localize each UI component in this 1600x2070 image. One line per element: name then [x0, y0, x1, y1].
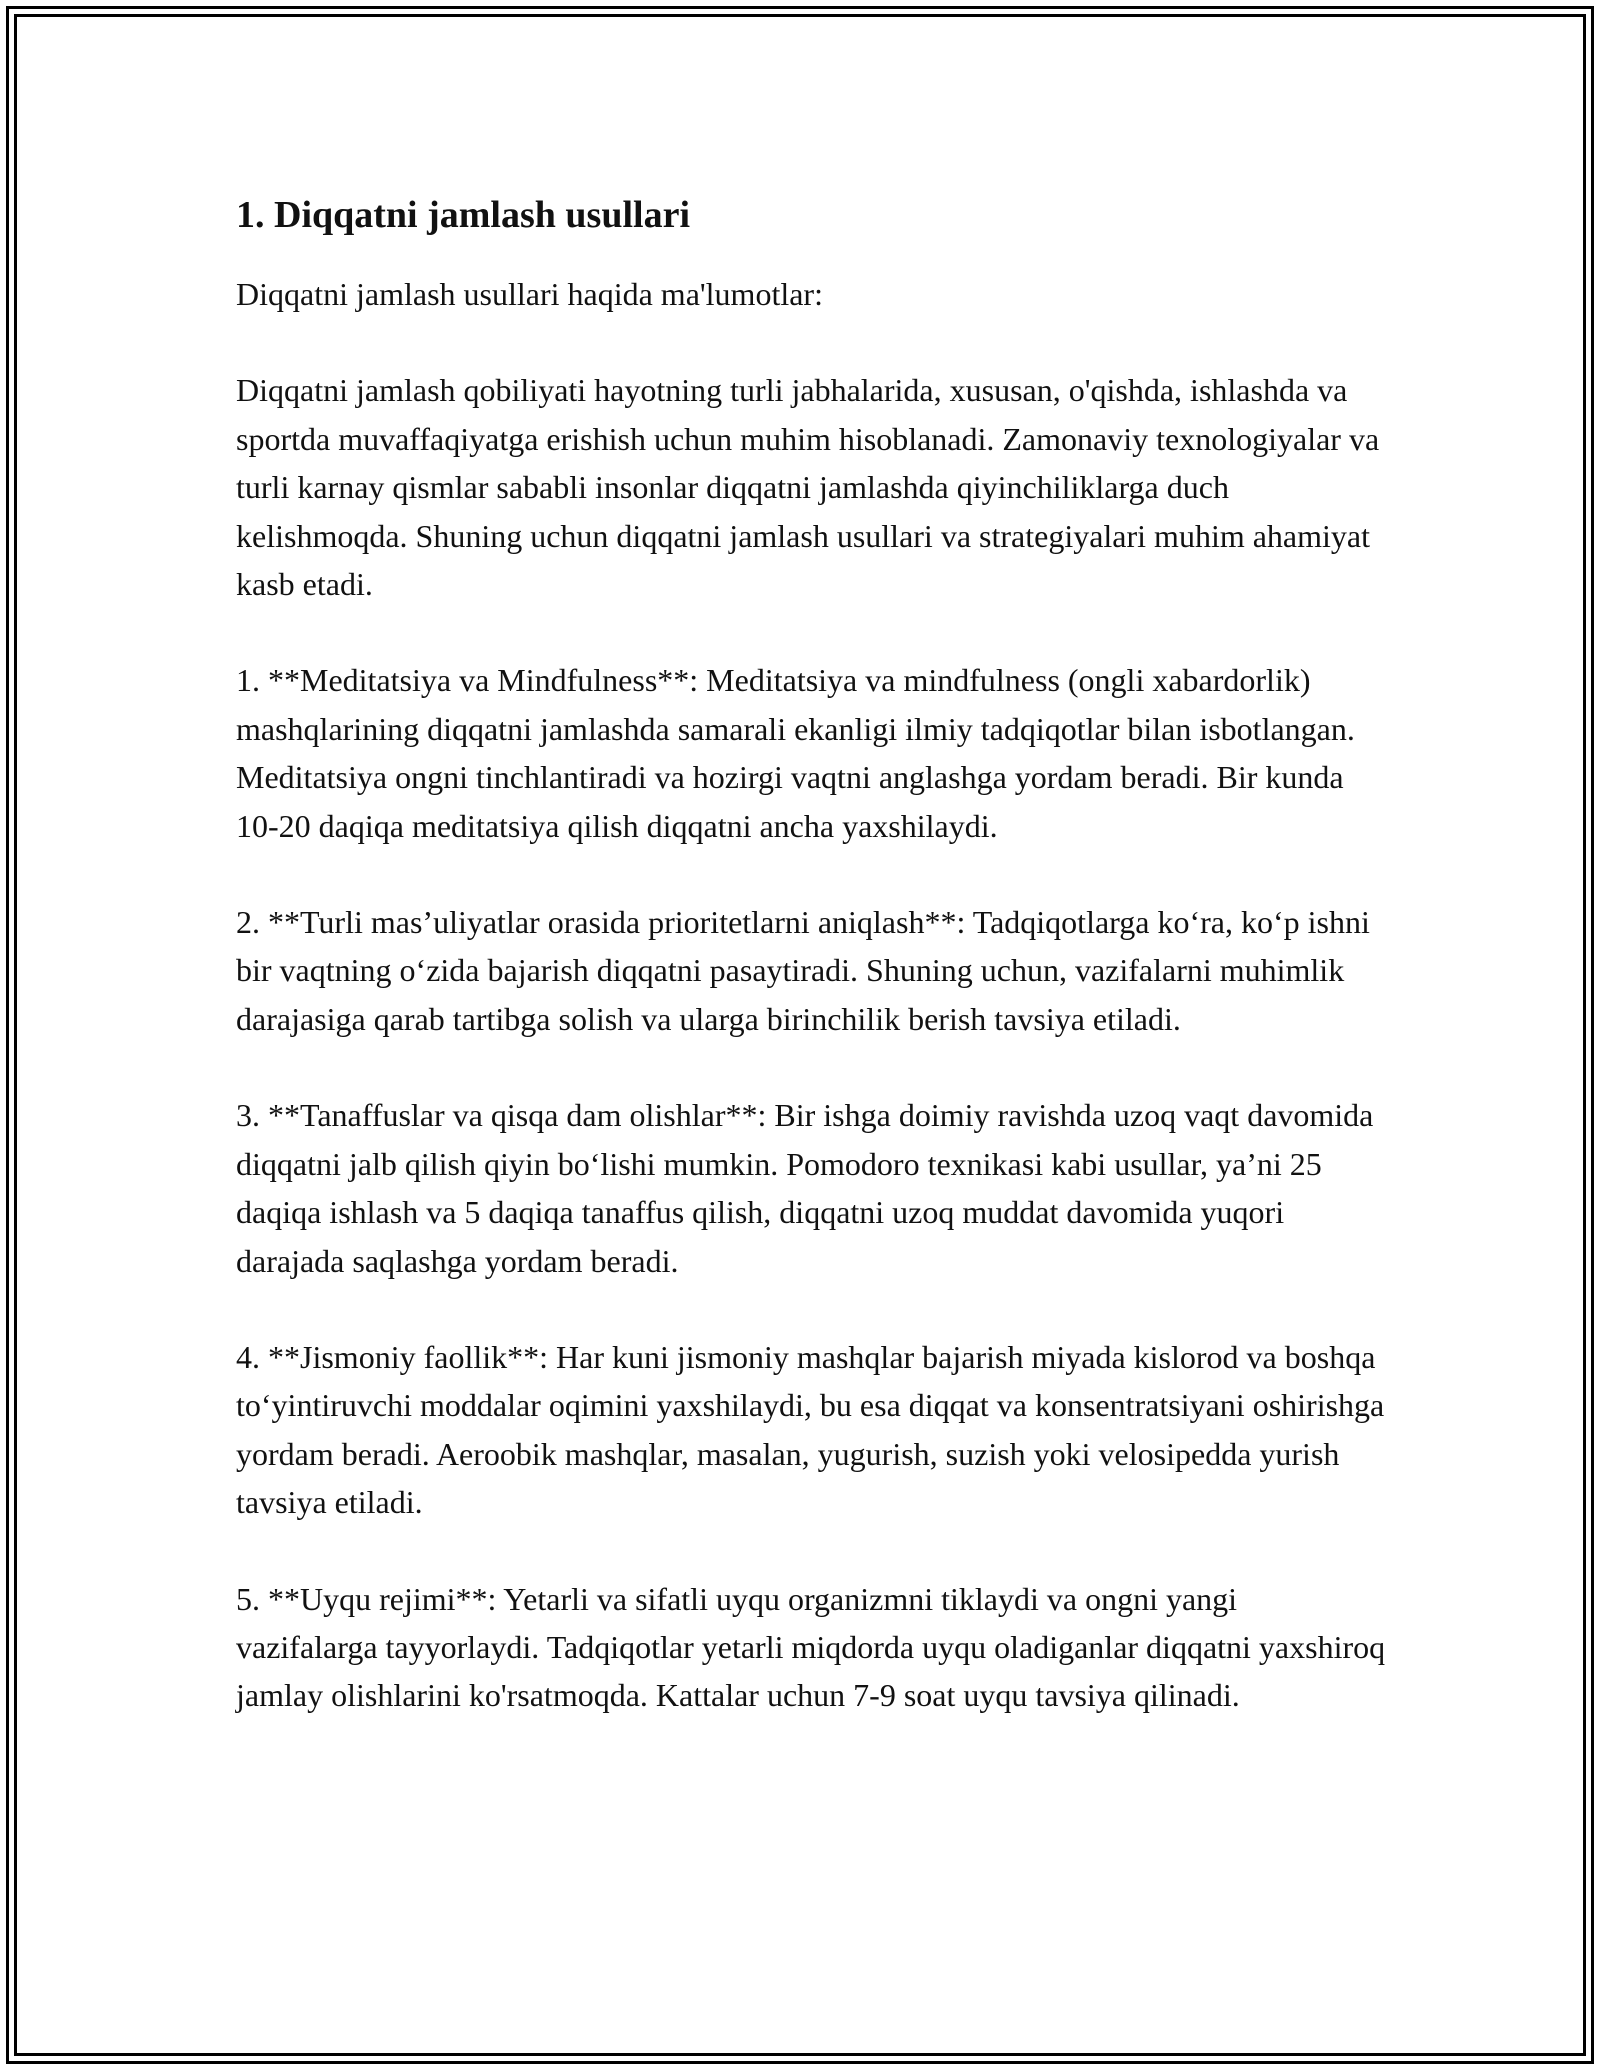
- method-sleep-paragraph: 5. **Uyqu rejimi**: Yetarli va sifatli uyqu organizmni tiklaydi va ongni yangi vazifalarga tayyorlaydi. Tadqiqotlar yetarli miqdorda uyqu oladiganlar diqqatni yaxshiroq jamlay olishlarini ko'rsatmoqda. Kattalar uchun 7-9 soat uyqu tavsiya qilinadi.: [236, 1580, 1386, 1714]
- method-meditation-paragraph: 1. **Meditatsiya va Mindfulness**: Meditatsiya va mindfulness (ongli xabardorlik) mashqlarining diqqatni jamlashda samarali ekanligi ilmiy tadqiqotlar bilan isbotlangan. Meditatsiya ongni tinchlantiradi va hozirgi vaqtni anglashga yordam beradi. Bir kunda 10-20 daqiqa meditatsiya qilish diqqatni ancha yaxshilaydi.: [236, 662, 1355, 844]
- overview-paragraph: Diqqatni jamlash qobiliyati hayotning turli jabhalarida, xususan, o'qishda, ishlashda va sportda muvaffaqiyatga erishish uchun muhim hisoblanadi. Zamonaviy texnologiyalar va turli karnay qismlar sababli insonlar diqqatni jamlashda qiyinchiliklarga duch kelishmoqda. Shuning uchun diqqatni jamlash usullari va strategiyalari muhim ahamiyat kasb etadi.: [236, 372, 1380, 603]
- method-exercise-paragraph: 4. **Jismoniy faollik**: Har kuni jismoniy mashqlar bajarish miyada kislorod va boshqa to‘yintiruvchi moddalar oqimini yaxshilaydi, bu esa diqqat va konsentratsiyani oshirishga yordam beradi. Aeroobik mashqlar, masalan, yugurish, suzish yoki velosipedda yurish tavsiya etiladi.: [236, 1338, 1385, 1521]
- intro-paragraph: Diqqatni jamlash usullari haqida ma'lumotlar:: [236, 276, 823, 312]
- document-body: [236, 186, 1386, 1768]
- method-breaks-paragraph: 3. **Tanaffuslar va qisqa dam olishlar**: Bir ishga doimiy ravishda uzoq vaqt davomida diqqatni jalb qilish qiyin bo‘lishi mumkin. Pomodoro texnikasi kabi usullar, ya’ni 25 daqiqa ishlash va 5 daqiqa tanaffus qilish, diqqatni uzoq muddat davomida yuqori darajada saqlashga yordam beradi.: [236, 1097, 1374, 1279]
- document-heading: 1. Diqqatni jamlash usullari: [236, 194, 690, 236]
- method-prioritization-paragraph: 2. **Turli mas’uliyatlar orasida prioritetlarni aniqlash**: Tadqiqotlarga ko‘ra, ko‘p ishni bir vaqtning o‘zida bajarish diqqatni pasaytiradi. Shuning uchun, vazifalarni muhimlik darajasiga qarab tartibga solish va ularga birinchilik berish tavsiya etiladi.: [236, 904, 1370, 1037]
